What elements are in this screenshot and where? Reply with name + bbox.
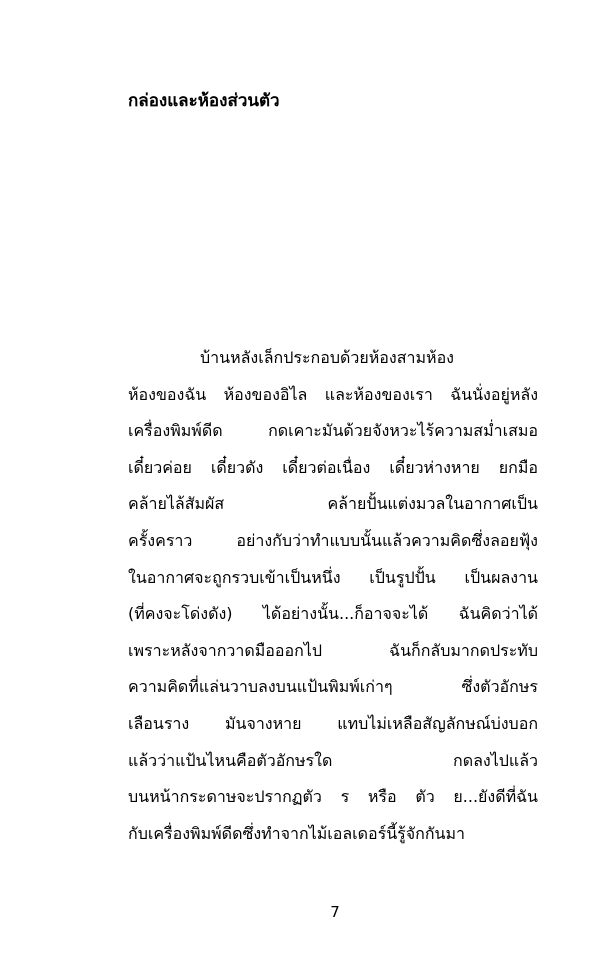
page-number: 7: [330, 903, 340, 921]
text-line: ในอากาศจะถูกรวบเข้าเป็นหนึ่ง เป็นรูปปั้น เป็นผลงาน: [128, 567, 538, 587]
text-line: เพราะหลังจากวาดมือออกไป ฉันก็กลับมากดประทับ: [128, 640, 538, 660]
text-line: ครั้งคราว อย่างกับว่าทำแบบนั้นแล้วความคิดซึ่งลอยฟุ้ง: [128, 530, 538, 550]
text-line: คล้ายไล้สัมผัส คล้ายปั้นแต่งมวลในอากาศเป็น: [128, 494, 538, 514]
text-line: ห้องของฉัน ห้องของอิไล และห้องของเรา ฉันนั่งอยู่หลัง: [128, 384, 538, 404]
text-line: กับเครื่องพิมพ์ดีดซึ่งทำจากไม้เอลเดอร์นี้รู้จักกันมา: [128, 823, 465, 843]
body-paragraph: [128, 340, 538, 852]
chapter-title: กล่องและห้องส่วนตัว: [128, 91, 280, 111]
text-line: (ที่คงจะโด่งดัง) ได้อย่างนั้น...ก็อาจจะได้ ฉันคิดว่าได้: [128, 604, 538, 624]
text-line: บนหน้ากระดาษจะปรากฏตัว ร หรือ ตัว ย...ยังดีที่ฉัน: [128, 787, 538, 807]
text-line: เดี๋ยวค่อย เดี๋ยวดัง เดี๋ยวต่อเนื่อง เดี๋ยวห่างหาย ยกมือ: [128, 457, 538, 477]
text-line: เครื่องพิมพ์ดีด กดเคาะมันด้วยจังหวะไร้ความสม่ำเสมอ: [128, 421, 538, 441]
text-line: แล้วว่าแป้นไหนคือตัวอักษรใด กดลงไปแล้ว: [128, 750, 538, 770]
text-line: เลือนราง มันจางหาย แทบไม่เหลือสัญลักษณ์บ่งบอก: [128, 713, 538, 733]
text-line: ความคิดที่แล่นวาบลงบนแป้นพิมพ์เก่าๆ ซึ่งตัวอักษร: [128, 677, 538, 697]
text-line: บ้านหลังเล็กประกอบด้วยห้องสามห้อง: [200, 348, 454, 367]
